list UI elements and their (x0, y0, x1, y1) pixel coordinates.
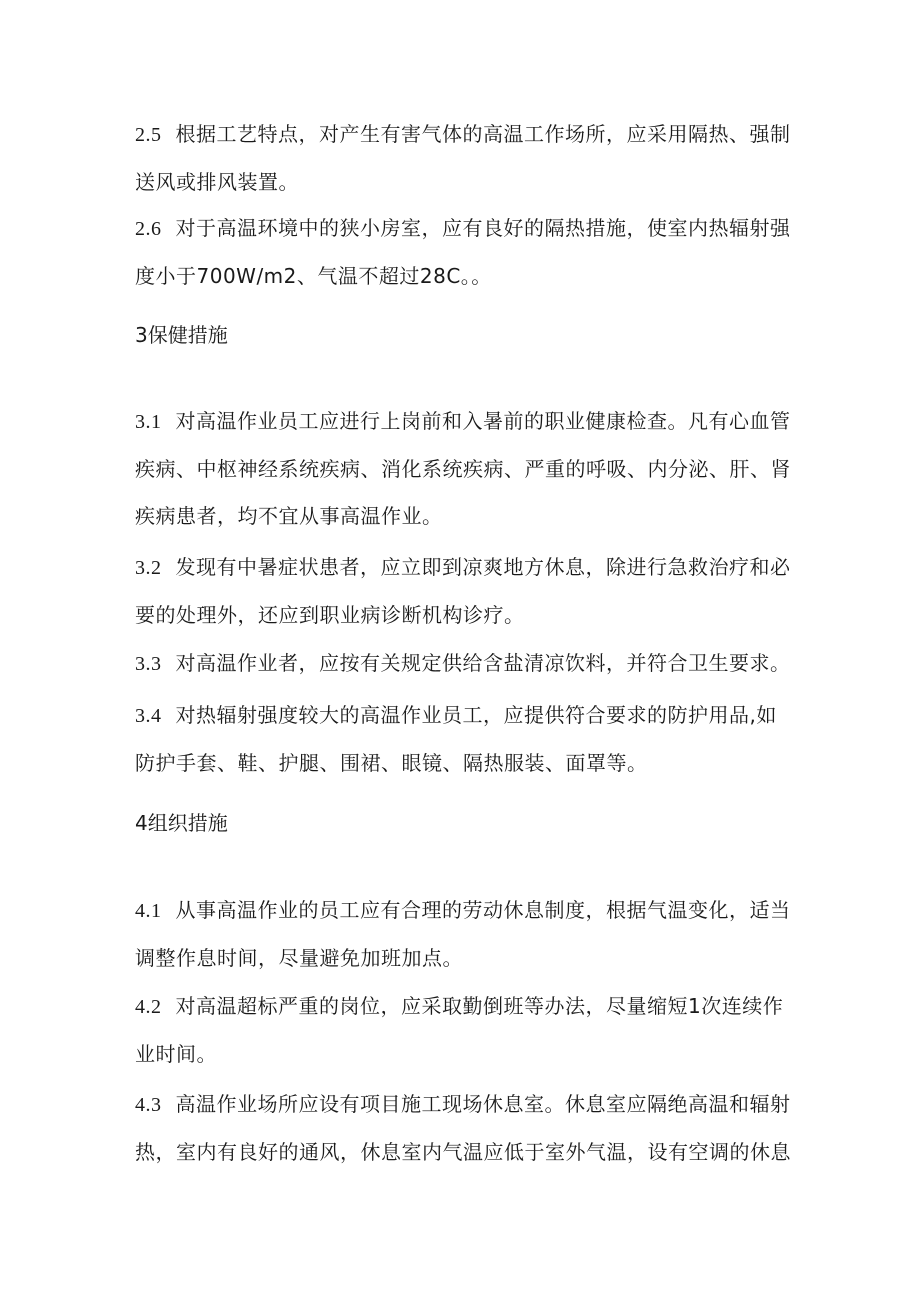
paragraph-4-2 (135, 983, 795, 1078)
clause-number: 2.6 (135, 218, 162, 240)
paragraph-4-1 (135, 887, 795, 982)
clause-number: 3.1 (135, 411, 162, 433)
clause-text: 高温作业场所应设有项目施工现场休息室。休息室应隔绝高温和辐射热，室内有良好的通风，休息室内气温应低于室外气温，设有空调的休息 (135, 1092, 791, 1164)
clause-number: 3.3 (135, 653, 162, 675)
paragraph-3-2 (135, 544, 795, 639)
clause-text: 对高温作业员工应进行上岗前和入暑前的职业健康检查。凡有心血管疾病、中枢神经系统疾病、消化系统疾病、严重的呼吸、内分泌、肝、肾疾病患者，均不宜从事高温作业。 (135, 409, 791, 528)
paragraph-2-5 (135, 111, 795, 206)
section-heading-3: 3保健措施 (135, 323, 228, 347)
paragraph-2-6 (135, 205, 795, 300)
clause-number: 3.4 (135, 705, 162, 727)
paragraph-3-4 (135, 692, 795, 787)
paragraph-4-3 (135, 1081, 795, 1176)
clause-text: 对热辐射强度较大的高温作业员工，应提供符合要求的防护用品,如防护手套、鞋、护腿、围裙、眼镜、隔热服装、面罩等。 (135, 703, 777, 775)
clause-number: 3.2 (135, 557, 162, 579)
clause-number: 4.3 (135, 1094, 162, 1116)
section-heading-4: 4组织措施 (135, 811, 228, 835)
clause-text: 对高温作业者，应按有关规定供给含盐清凉饮料，并符合卫生要求。 (175, 651, 791, 675)
clause-number: 4.1 (135, 900, 162, 922)
clause-text: 发现有中暑症状患者，应立即到凉爽地方休息，除进行急救治疗和必要的处理外，还应到职业病诊断机构诊疗。 (135, 555, 791, 627)
clause-text: 从事高温作业的员工应有合理的劳动休息制度，根据气温变化，适当调整作息时间，尽量避免加班加点。 (135, 898, 791, 970)
paragraph-3-1 (135, 398, 795, 540)
clause-text: 根据工艺特点，对产生有害气体的高温工作场所，应采用隔热、强制送风或排风装置。 (135, 122, 791, 194)
clause-text: 对于高温环境中的狭小房室，应有良好的隔热措施，使室内热辐射强度小于700W/m2、气温不超过28C。。 (135, 216, 791, 288)
clause-number: 4.2 (135, 996, 162, 1018)
paragraph-3-3 (135, 640, 795, 688)
clause-number: 2.5 (135, 124, 162, 146)
clause-text: 对高温超标严重的岗位，应采取勤倒班等办法，尽量缩短1次连续作业时间。 (135, 994, 784, 1066)
